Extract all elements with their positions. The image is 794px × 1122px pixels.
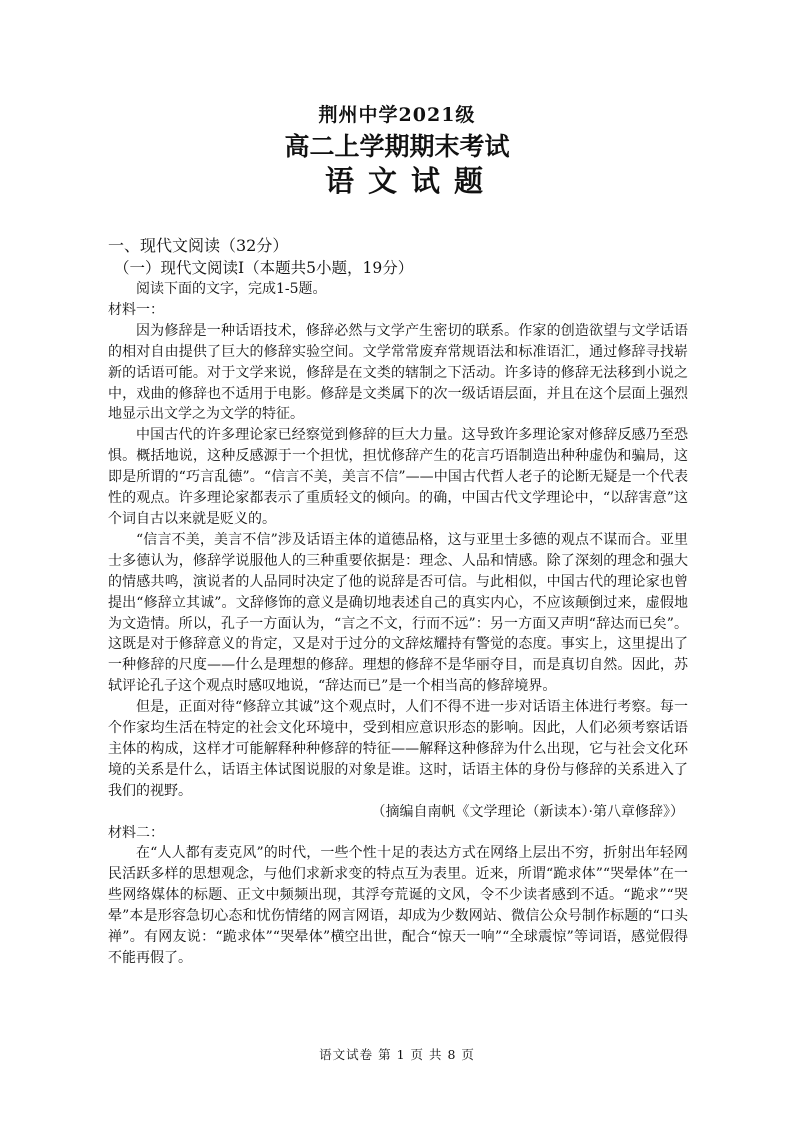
reading-instruction: 阅读下面的文字，完成1-5题。	[136, 281, 327, 297]
subject-title: 语文试题	[324, 164, 497, 198]
material-one-paragraph: “信言不美，美言不信”涉及话语主体的道德品格，这与亚里士多德的观点不谋而合。亚里士多德认为，修辞学说服他人的三种重要依据是：理念、人品和情感。除了深刻的理念和强大的情感共鸣，演说者的人品同时决定了他的说辞是否可信。与此相似，中国古代的理论家也曾提出“修辞立其诚”。文辞修饰的意义是确切地表述自己的真实内心，不应该颠倒过来，虚假地为文造情。所以，孔子一方面认为，“言之不文，行而不远”：另一方面又声明“辞达而已矣”。这既是对于修辞意义的肯定，又是对于过分的文辞炫耀持有警觉的态度。事实上，这里提出了一种修辞的尺度——什么是理想的修辞。理想的修辞不是华丽夺目，而是真切自然。因此，苏轼评论孔子这个观点时感叹地说，“辞达而已”是一个相当高的修辞境界。	[108, 531, 688, 695]
section-heading: 一、现代文阅读（32分）	[108, 236, 289, 255]
material-two-label: 材料二：	[108, 824, 164, 841]
material-one-paragraph: 但是，正面对待“修辞立其诚”这个观点时，人们不得不进一步对话语主体进行考察。每一个作家均生活在特定的社会文化环境中，受到相应意识形态的影响。因此，人们必须考察话语主体的构成，这样才可能解释种种修辞的特征——解释这种修辞为什么出现，它与社会文化环境的关系是什么，话语主体试图说服的对象是谁。这时，话语主体的身份与修辞的关系进入了我们的视野。	[108, 699, 688, 799]
school-title: 荆州中学2021级	[318, 104, 476, 126]
material-two-paragraph: 在“人人都有麦克风”的时代，一些个性十足的表达方式在网络上层出不穷，折射出年轻网民活跃多样的思想观念，与他们求新求变的特点互为表里。近来，所谓“跪求体”“哭晕体”在一些网络媒体的标题、正文中频频出现，其浮夸荒诞的文风，令不少读者感到不适。“跪求”“哭晕”本是形容急切心态和忧伤情绪的网言网语，却成为少数网站、微信公众号制作标题的“口头禅”。有网友说：“跪求体”“哭晕体”横空出世，配合“惊天一响”“全球震惊”等词语，感觉假得不能再假了。	[108, 845, 688, 966]
material-one-paragraph: 因为修辞是一种话语技术，修辞必然与文学产生密切的联系。作家的创造欲望与文学话语的相对自由提供了巨大的修辞实验空间。文学常常废弃常规语法和标准语汇，通过修辞寻找崭新的话语可能。对于文学来说，修辞是在文类的辖制之下活动。许多诗的修辞无法移到小说之中，戏曲的修辞也不适用于电影。修辞是文类属下的次一级话语层面，并且在这个层面上强烈地显示出文学之为文学的特征。	[108, 322, 688, 423]
material-one-label: 材料一：	[108, 301, 164, 318]
material-one-source: （摘编自南帆《文学理论（新读本）·第八章修辞》）	[371, 803, 684, 820]
exam-content	[108, 235, 688, 969]
material-one-paragraph: 中国古代的许多理论家已经察觉到修辞的巨大力量。这导致许多理论家对修辞反感乃至恐惧。概括地说，这种反感源于一个担忧，担忧修辞产生的花言巧语制造出种种虚伪和骗局，这即是所谓的“巧言乱德”。“信言不美，美言不信”——中国古代哲人老子的论断无疑是一个代表性的观点。许多理论家都表示了重质轻文的倾向。的确，中国古代文学理论中，“以辞害意”这个词自古以来就是贬义的。	[108, 427, 688, 527]
exam-title: 高二上学期期末考试	[284, 132, 510, 161]
page-footer: 语文试卷 第 1 页 共 8 页	[319, 1047, 475, 1062]
subsection-heading: （一）现代文阅读Ⅰ（本题共5小题，19分）	[114, 259, 414, 277]
